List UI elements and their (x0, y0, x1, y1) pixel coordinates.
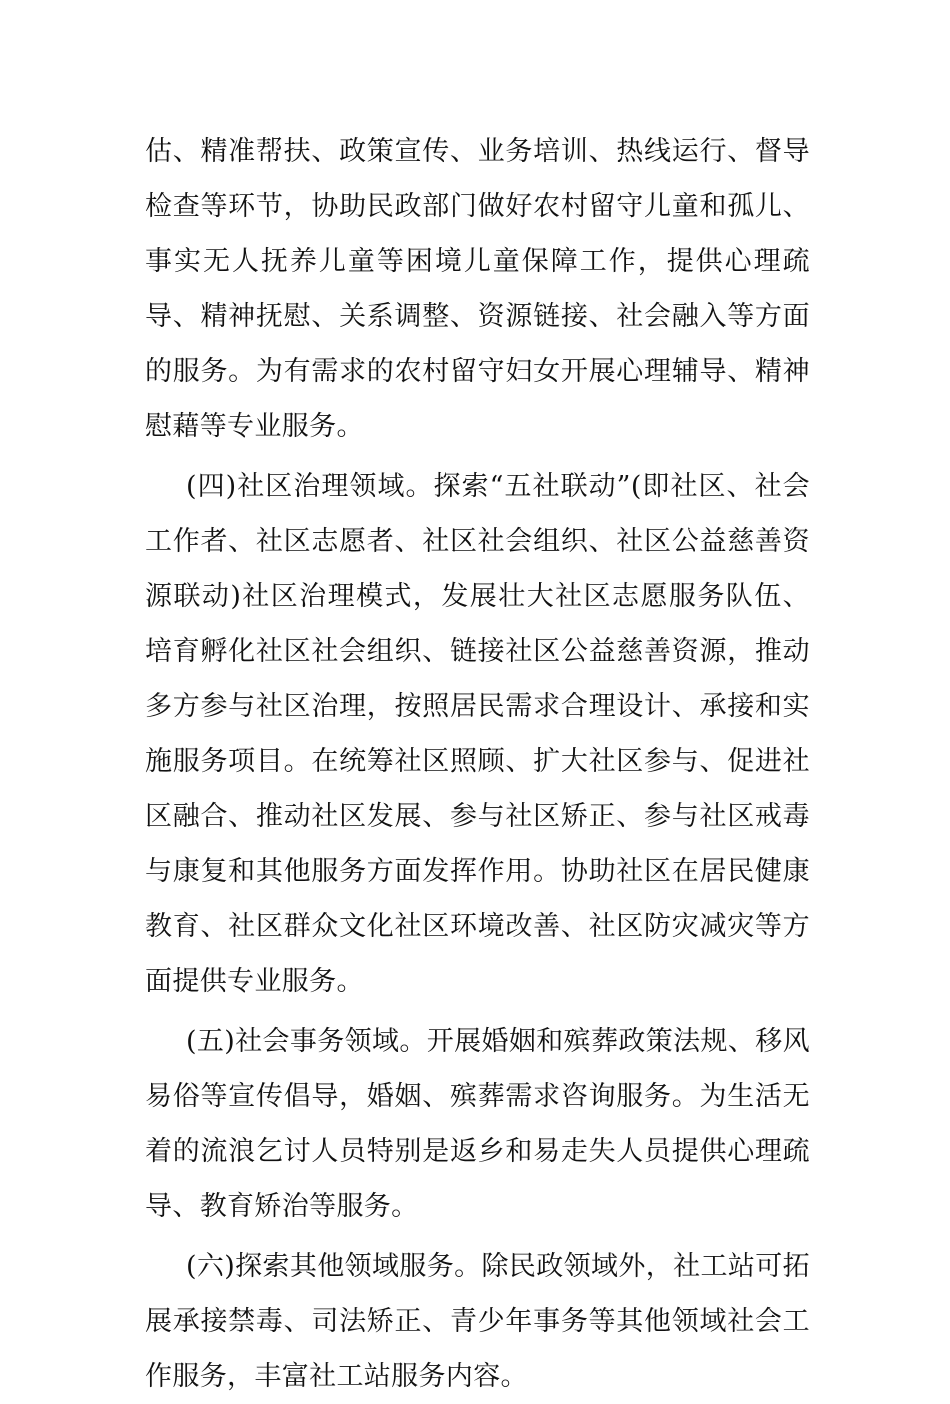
paragraph-other-fields: (六)探索其他领域服务。除民政领域外，社工站可拓展承接禁毒、司法矫正、青少年事务等其他领域社会工作服务，丰富社工站服务内容。 (145, 1251, 810, 1392)
paragraph-community-governance: (四)社区治理领域。探索“五社联动”(即社区、社会工作者、社区志愿者、社区社会组织、社区公益慈善资源联动)社区治理模式，发展壮大社区志愿服务队伍、培育孵化社区社会组织、链接社区公益慈善资源，推动多方参与社区治理，按照居民需求合理设计、承接和实施服务项目。在统筹社区照顾、扩大社区参与、促进社区融合、推动社区发展、参与社区矫正、参与社区戒毒与康复和其他服务方面发挥作用。协助社区在居民健康教育、社区群众文化社区环境改善、社区防灾减灾等方面提供专业服务。 (145, 471, 810, 997)
paragraph-continued-services: 估、精准帮扶、政策宣传、业务培训、热线运行、督导检查等环节，协助民政部门做好农村留守儿童和孤儿、事实无人抚养儿童等困境儿童保障工作，提供心理疏导、精神抚慰、关系调整、资源链接、社会融入等方面的服务。为有需求的农村留守妇女开展心理辅导、精神慰藉等专业服务。 (145, 136, 810, 442)
paragraph-social-affairs: (五)社会事务领域。开展婚姻和殡葬政策法规、移风易俗等宣传倡导，婚姻、殡葬需求咨询服务。为生活无着的流浪乞讨人员特别是返乡和易走失人员提供心理疏导、教育矫治等服务。 (145, 1026, 810, 1222)
document-body (145, 124, 810, 1404)
